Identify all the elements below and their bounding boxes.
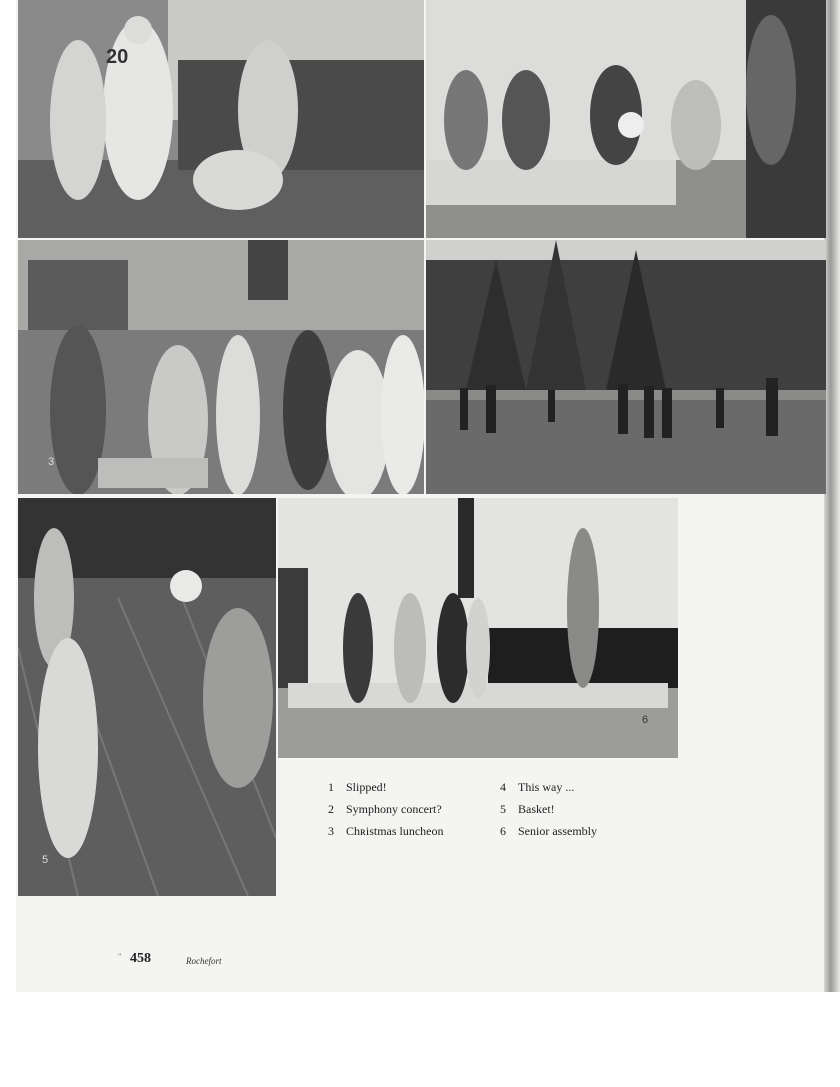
footer-mark: "	[118, 952, 122, 961]
school-name: Rochefort	[186, 956, 222, 966]
photo-christmas-luncheon	[18, 240, 424, 494]
photo-senior-assembly	[278, 498, 678, 758]
photo-this-way	[426, 240, 826, 494]
photo-number-3: 3	[48, 456, 55, 468]
photo-slipped	[18, 0, 424, 238]
caption-item: 1 Slipped!	[328, 780, 387, 794]
photo-basket	[18, 498, 276, 896]
photo-number-6: 6	[642, 714, 649, 726]
caption-item: 3 Chʀistmas luncheon	[328, 824, 444, 838]
caption-item: 2 Symphony concert?	[328, 802, 442, 816]
page-number: 458	[130, 951, 151, 966]
caption-item: 5 Basket!	[500, 802, 555, 816]
jersey-number: 20	[106, 46, 129, 68]
photo-symphony-concert	[426, 0, 826, 238]
caption-column-right	[500, 776, 670, 842]
caption-item: 6 Senior assembly	[500, 824, 597, 838]
caption-item: 4 This way ...	[500, 780, 575, 794]
caption-column-left	[328, 776, 498, 842]
page-edge	[824, 0, 840, 992]
photo-number-5: 5	[42, 854, 49, 866]
